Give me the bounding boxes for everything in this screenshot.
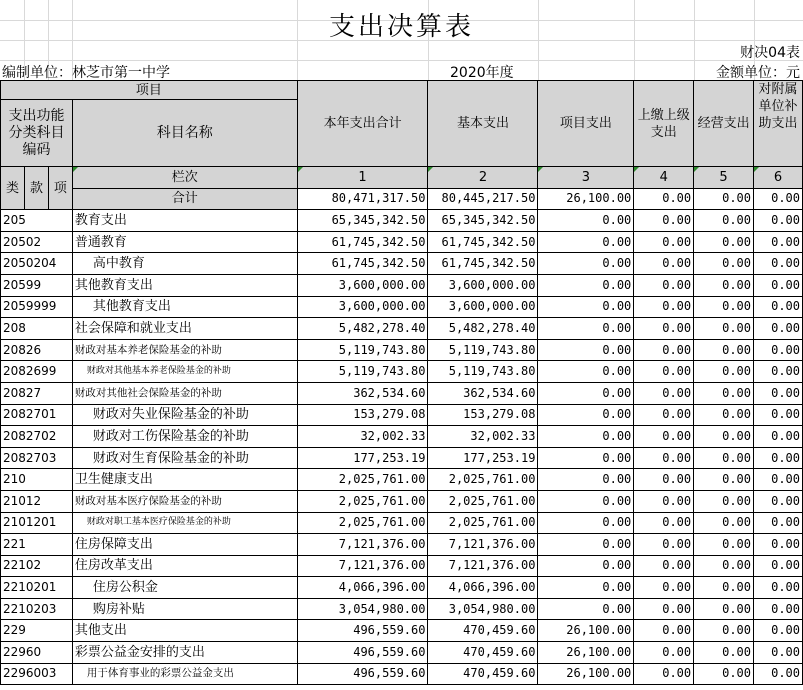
amount-cell[interactable]: 0.00 (754, 555, 803, 577)
func-code-cell[interactable]: 20827 (1, 382, 73, 404)
amount-cell[interactable]: 5,482,278.40 (297, 318, 428, 340)
amount-cell[interactable]: 0.00 (694, 598, 754, 620)
amount-cell[interactable]: 0.00 (754, 361, 803, 383)
amount-cell[interactable]: 470,459.60 (428, 642, 538, 664)
subject-name-cell[interactable]: 卫生健康支出 (72, 469, 297, 491)
header-items: 项目 (1, 81, 298, 100)
table-row (1, 663, 803, 685)
amount-cell[interactable]: 177,253.19 (297, 447, 428, 469)
header-col-4: 上缴上级支出 (634, 81, 694, 167)
func-code-cell[interactable]: 2082703 (1, 447, 73, 469)
amount-cell[interactable]: 0.00 (694, 296, 754, 318)
func-code-cell[interactable]: 2296003 (1, 663, 73, 685)
subject-name-cell[interactable]: 社会保障和就业支出 (72, 318, 297, 340)
amount-cell[interactable]: 0.00 (634, 555, 694, 577)
func-code-cell[interactable]: 2210203 (1, 598, 73, 620)
subject-name-cell[interactable]: 财政对基本医疗保险基金的补助 (72, 490, 297, 512)
amount-cell[interactable]: 0.00 (634, 382, 694, 404)
amount-cell[interactable]: 32,002.33 (428, 426, 538, 448)
subject-name-cell[interactable]: 购房补贴 (72, 598, 297, 620)
func-code-cell[interactable]: 208 (1, 318, 73, 340)
total-cell[interactable]: 80,471,317.50 (297, 188, 428, 210)
amount-cell[interactable]: 0.00 (694, 447, 754, 469)
func-code-cell[interactable]: 2101201 (1, 512, 73, 534)
header-func-code: 支出功能分类科目编码 (1, 100, 73, 167)
header-col-2: 基本支出 (428, 81, 538, 167)
amount-cell[interactable]: 5,119,743.80 (297, 361, 428, 383)
amount-cell[interactable]: 3,600,000.00 (297, 274, 428, 296)
amount-cell[interactable]: 0.00 (754, 598, 803, 620)
amount-cell[interactable]: 7,121,376.00 (428, 555, 538, 577)
table-row (1, 404, 803, 426)
amount-cell[interactable]: 0.00 (754, 339, 803, 361)
amount-cell[interactable]: 362,534.60 (297, 382, 428, 404)
amount-cell[interactable]: 61,745,342.50 (297, 253, 428, 275)
amount-cell[interactable]: 0.00 (538, 253, 634, 275)
table-row (1, 382, 803, 404)
amount-cell[interactable]: 0.00 (694, 620, 754, 642)
func-code-cell[interactable]: 221 (1, 534, 73, 556)
amount-cell[interactable]: 0.00 (754, 426, 803, 448)
total-cell[interactable]: 0.00 (634, 188, 694, 210)
header-subject-name: 科目名称 (72, 100, 297, 167)
total-cell[interactable]: 0.00 (694, 188, 754, 210)
func-code-cell[interactable]: 2082702 (1, 426, 73, 448)
func-code-cell[interactable]: 22102 (1, 555, 73, 577)
amount-cell[interactable]: 0.00 (538, 577, 634, 599)
amount-cell[interactable]: 0.00 (694, 231, 754, 253)
amount-cell[interactable]: 0.00 (694, 555, 754, 577)
amount-cell[interactable]: 0.00 (754, 577, 803, 599)
amount-cell[interactable]: 5,119,743.80 (428, 339, 538, 361)
subject-name-cell[interactable]: 财政对生育保险基金的补助 (72, 447, 297, 469)
amount-cell[interactable]: 3,600,000.00 (428, 296, 538, 318)
amount-cell[interactable]: 3,054,980.00 (297, 598, 428, 620)
amount-cell[interactable]: 2,025,761.00 (428, 512, 538, 534)
amount-cell[interactable]: 496,559.60 (297, 663, 428, 685)
amount-cell[interactable]: 177,253.19 (428, 447, 538, 469)
total-cell[interactable]: 0.00 (754, 188, 803, 210)
amount-cell[interactable]: 0.00 (634, 447, 694, 469)
amount-cell[interactable]: 0.00 (538, 382, 634, 404)
amount-cell[interactable]: 496,559.60 (297, 620, 428, 642)
amount-cell[interactable]: 0.00 (694, 274, 754, 296)
amount-cell[interactable]: 3,054,980.00 (428, 598, 538, 620)
amount-cell[interactable]: 0.00 (754, 231, 803, 253)
amount-cell[interactable]: 0.00 (538, 318, 634, 340)
amount-cell[interactable]: 2,025,761.00 (297, 490, 428, 512)
col-num-4: 4 (634, 167, 694, 189)
amount-cell[interactable]: 0.00 (754, 469, 803, 491)
amount-cell[interactable]: 32,002.33 (297, 426, 428, 448)
amount-cell[interactable]: 0.00 (634, 469, 694, 491)
total-row (1, 188, 803, 210)
func-code-cell[interactable]: 229 (1, 620, 73, 642)
amount-cell[interactable]: 26,100.00 (538, 663, 634, 685)
amount-cell[interactable]: 0.00 (538, 210, 634, 232)
fiscal-year: 2020年度 (450, 65, 514, 81)
subject-name-cell[interactable]: 财政对基本养老保险基金的补助 (72, 339, 297, 361)
amount-cell[interactable]: 0.00 (634, 577, 694, 599)
amount-cell[interactable]: 0.00 (754, 210, 803, 232)
amount-cell[interactable]: 0.00 (538, 404, 634, 426)
amount-cell[interactable]: 0.00 (634, 404, 694, 426)
func-code-cell[interactable]: 21012 (1, 490, 73, 512)
amount-cell[interactable]: 0.00 (538, 490, 634, 512)
subject-name-cell[interactable]: 用于体育事业的彩票公益金支出 (72, 663, 297, 685)
amount-cell[interactable]: 4,066,396.00 (297, 577, 428, 599)
table-row (1, 339, 803, 361)
amount-cell[interactable]: 0.00 (754, 296, 803, 318)
amount-cell[interactable]: 0.00 (634, 512, 694, 534)
subject-name-cell[interactable]: 财政对其他基本养老保险基金的补助 (72, 361, 297, 383)
amount-cell[interactable]: 0.00 (538, 598, 634, 620)
amount-cell[interactable]: 3,600,000.00 (428, 274, 538, 296)
amount-cell[interactable]: 0.00 (694, 426, 754, 448)
subject-name-cell[interactable]: 财政对职工基本医疗保险基金的补助 (72, 512, 297, 534)
header-col-5: 经营支出 (694, 81, 754, 167)
subject-name-cell[interactable]: 财政对其他社会保险基金的补助 (72, 382, 297, 404)
amount-cell[interactable]: 0.00 (694, 663, 754, 685)
amount-cell[interactable]: 0.00 (538, 231, 634, 253)
header-row-1 (1, 81, 803, 100)
amount-cell[interactable]: 0.00 (538, 534, 634, 556)
amount-cell[interactable]: 0.00 (694, 318, 754, 340)
table-row (1, 577, 803, 599)
func-code-cell[interactable]: 20502 (1, 231, 73, 253)
amount-cell[interactable]: 0.00 (694, 253, 754, 275)
subject-name-cell[interactable]: 教育支出 (72, 210, 297, 232)
col-num-6: 6 (754, 167, 803, 189)
amount-cell[interactable]: 0.00 (694, 577, 754, 599)
amount-cell[interactable]: 0.00 (634, 534, 694, 556)
amount-cell[interactable]: 0.00 (538, 296, 634, 318)
table-row (1, 598, 803, 620)
amount-cell[interactable]: 26,100.00 (538, 642, 634, 664)
subject-name-cell[interactable]: 普通教育 (72, 231, 297, 253)
amount-cell[interactable]: 65,345,342.50 (428, 210, 538, 232)
table-row (1, 447, 803, 469)
table-row (1, 361, 803, 383)
amount-cell[interactable]: 153,279.08 (428, 404, 538, 426)
amount-cell[interactable]: 0.00 (634, 620, 694, 642)
header-col-row: 栏次 (72, 167, 297, 189)
amount-cell[interactable]: 0.00 (754, 534, 803, 556)
amount-cell[interactable]: 0.00 (754, 253, 803, 275)
amount-unit: 金额单位：元 (716, 65, 800, 81)
subject-name-cell[interactable]: 住房改革支出 (72, 555, 297, 577)
func-code-cell[interactable]: 2082699 (1, 361, 73, 383)
amount-cell[interactable]: 0.00 (754, 274, 803, 296)
total-cell[interactable]: 80,445,217.50 (428, 188, 538, 210)
amount-cell[interactable]: 0.00 (694, 490, 754, 512)
func-code-cell[interactable]: 205 (1, 210, 73, 232)
amount-cell[interactable]: 2,025,761.00 (297, 512, 428, 534)
amount-cell[interactable]: 0.00 (634, 274, 694, 296)
subject-name-cell[interactable]: 财政对工伤保险基金的补助 (72, 426, 297, 448)
reporting-unit: 编制单位：林芝市第一中学 (2, 65, 170, 81)
table-row (1, 296, 803, 318)
amount-cell[interactable]: 3,600,000.00 (297, 296, 428, 318)
func-code-cell[interactable]: 22960 (1, 642, 73, 664)
amount-cell[interactable]: 0.00 (754, 663, 803, 685)
amount-cell[interactable]: 0.00 (694, 642, 754, 664)
amount-cell[interactable]: 0.00 (634, 339, 694, 361)
table-row (1, 490, 803, 512)
amount-cell[interactable]: 0.00 (694, 210, 754, 232)
amount-cell[interactable]: 470,459.60 (428, 620, 538, 642)
amount-cell[interactable]: 5,119,743.80 (297, 339, 428, 361)
func-code-cell[interactable]: 2082701 (1, 404, 73, 426)
amount-cell[interactable]: 0.00 (634, 426, 694, 448)
amount-cell[interactable]: 0.00 (634, 598, 694, 620)
table-row (1, 555, 803, 577)
amount-cell[interactable]: 0.00 (754, 447, 803, 469)
table-row (1, 469, 803, 491)
func-code-cell[interactable]: 20599 (1, 274, 73, 296)
header-kuan: 款 (24, 167, 48, 210)
amount-cell[interactable]: 2,025,761.00 (428, 469, 538, 491)
amount-cell[interactable]: 4,066,396.00 (428, 577, 538, 599)
amount-cell[interactable]: 0.00 (694, 534, 754, 556)
subject-name-cell[interactable]: 财政对失业保险基金的补助 (72, 404, 297, 426)
total-cell[interactable]: 26,100.00 (538, 188, 634, 210)
amount-cell[interactable]: 0.00 (538, 339, 634, 361)
total-label: 合计 (72, 188, 297, 210)
col-num-1: 1 (297, 167, 428, 189)
amount-cell[interactable]: 0.00 (538, 274, 634, 296)
amount-cell[interactable]: 61,745,342.50 (428, 253, 538, 275)
amount-cell[interactable]: 0.00 (634, 318, 694, 340)
amount-cell[interactable]: 0.00 (694, 382, 754, 404)
table-row (1, 426, 803, 448)
header-lei: 类 (1, 167, 25, 210)
func-code-cell[interactable]: 2050204 (1, 253, 73, 275)
table-row (1, 231, 803, 253)
amount-cell[interactable]: 153,279.08 (297, 404, 428, 426)
amount-cell[interactable]: 0.00 (694, 404, 754, 426)
subject-name-cell[interactable]: 彩票公益金安排的支出 (72, 642, 297, 664)
table-row (1, 318, 803, 340)
header-xiang: 项 (48, 167, 72, 210)
amount-cell[interactable]: 0.00 (538, 426, 634, 448)
amount-cell[interactable]: 0.00 (754, 642, 803, 664)
amount-cell[interactable]: 0.00 (634, 253, 694, 275)
amount-cell[interactable]: 7,121,376.00 (297, 555, 428, 577)
amount-cell[interactable]: 0.00 (538, 469, 634, 491)
amount-cell[interactable]: 362,534.60 (428, 382, 538, 404)
amount-cell[interactable]: 0.00 (538, 447, 634, 469)
table-row (1, 253, 803, 275)
amount-cell[interactable]: 0.00 (754, 620, 803, 642)
subject-name-cell[interactable]: 高中教育 (72, 253, 297, 275)
amount-cell[interactable]: 0.00 (634, 231, 694, 253)
table-row (1, 534, 803, 556)
amount-cell[interactable]: 470,459.60 (428, 663, 538, 685)
func-code-cell[interactable]: 2210201 (1, 577, 73, 599)
table-row (1, 274, 803, 296)
amount-cell[interactable]: 0.00 (634, 361, 694, 383)
amount-cell[interactable]: 0.00 (754, 318, 803, 340)
amount-cell[interactable]: 0.00 (754, 512, 803, 534)
amount-cell[interactable]: 0.00 (754, 490, 803, 512)
form-number: 财决04表 (740, 45, 800, 61)
amount-cell[interactable]: 2,025,761.00 (297, 469, 428, 491)
col-num-3: 3 (538, 167, 634, 189)
func-code-cell[interactable]: 210 (1, 469, 73, 491)
amount-cell[interactable]: 0.00 (694, 361, 754, 383)
table-row (1, 642, 803, 664)
subject-name-cell[interactable]: 住房保障支出 (72, 534, 297, 556)
subject-name-cell[interactable]: 其他教育支出 (72, 296, 297, 318)
table-row (1, 620, 803, 642)
amount-cell[interactable]: 0.00 (634, 490, 694, 512)
amount-cell[interactable]: 7,121,376.00 (428, 534, 538, 556)
amount-cell[interactable]: 496,559.60 (297, 642, 428, 664)
amount-cell[interactable]: 0.00 (538, 361, 634, 383)
table-row (1, 512, 803, 534)
col-num-5: 5 (694, 167, 754, 189)
func-code-cell[interactable]: 20826 (1, 339, 73, 361)
amount-cell[interactable]: 0.00 (634, 663, 694, 685)
page-title: 支出决算表 (328, 12, 474, 42)
amount-cell[interactable]: 0.00 (694, 339, 754, 361)
amount-cell[interactable]: 0.00 (694, 469, 754, 491)
amount-cell[interactable]: 0.00 (754, 404, 803, 426)
amount-cell[interactable]: 7,121,376.00 (297, 534, 428, 556)
header-col-6: 对附属单位补助支出 (754, 81, 803, 167)
header-col-3: 项目支出 (538, 81, 634, 167)
amount-cell[interactable]: 0.00 (634, 642, 694, 664)
subject-name-cell[interactable]: 住房公积金 (72, 577, 297, 599)
amount-cell[interactable]: 5,119,743.80 (428, 361, 538, 383)
amount-cell[interactable]: 61,745,342.50 (428, 231, 538, 253)
amount-cell[interactable]: 0.00 (634, 296, 694, 318)
amount-cell[interactable]: 65,345,342.50 (297, 210, 428, 232)
amount-cell[interactable]: 0.00 (538, 555, 634, 577)
amount-cell[interactable]: 0.00 (634, 210, 694, 232)
subject-name-cell[interactable]: 其他教育支出 (72, 274, 297, 296)
header-col-1: 本年支出合计 (297, 81, 428, 167)
col-num-2: 2 (428, 167, 538, 189)
header-row-3 (1, 167, 803, 189)
expenditure-table (0, 80, 803, 685)
amount-cell[interactable]: 2,025,761.00 (428, 490, 538, 512)
amount-cell[interactable]: 0.00 (538, 512, 634, 534)
subject-name-cell[interactable]: 其他支出 (72, 620, 297, 642)
table-row (1, 210, 803, 232)
amount-cell[interactable]: 26,100.00 (538, 620, 634, 642)
func-code-cell[interactable]: 2059999 (1, 296, 73, 318)
amount-cell[interactable]: 61,745,342.50 (297, 231, 428, 253)
amount-cell[interactable]: 0.00 (754, 382, 803, 404)
amount-cell[interactable]: 5,482,278.40 (428, 318, 538, 340)
amount-cell[interactable]: 0.00 (694, 512, 754, 534)
